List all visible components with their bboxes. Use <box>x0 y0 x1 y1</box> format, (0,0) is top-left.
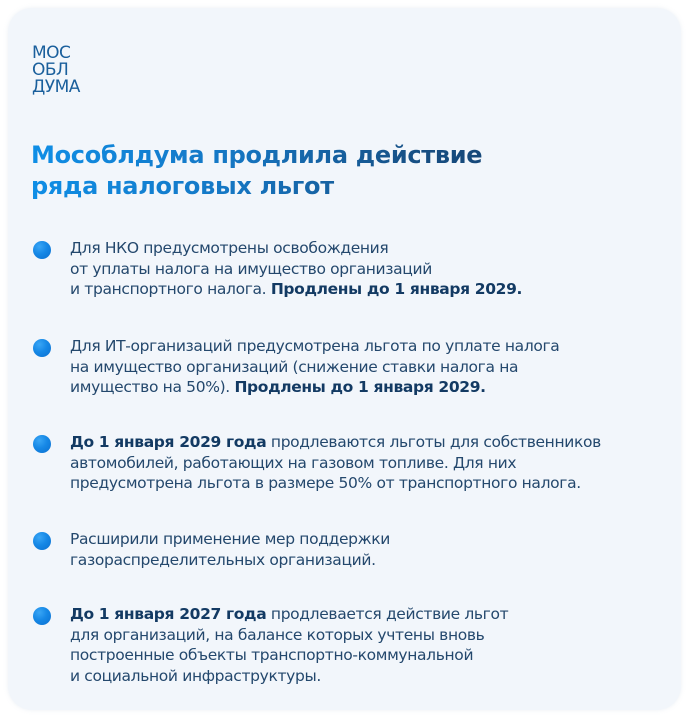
text-line: имущество на 50%). Продлены до 1 января 2029. <box>70 378 486 396</box>
logo-line: ДУМА <box>32 77 80 97</box>
title-line: ряда налоговых льгот <box>31 172 334 200</box>
text-line: До 1 января 2029 года продлеваются льготы для собственников <box>70 433 601 451</box>
text-line: от уплаты налога на имущество организаций <box>70 259 432 278</box>
logo-line: МОС <box>32 43 71 63</box>
list-item-text <box>70 604 508 686</box>
bullet-dot-icon <box>33 241 51 259</box>
text-line: Расширили применение мер поддержки <box>70 530 390 548</box>
bullet-dot-icon <box>33 607 51 625</box>
bullet-dot-icon <box>33 435 51 453</box>
deadline-highlight: До 1 января 2029 года <box>70 433 267 451</box>
list-item-text <box>70 432 601 494</box>
text-line: и транспортного налога. Продлены до 1 января 2029. <box>70 280 523 298</box>
list-item-text <box>70 336 559 398</box>
text-line: предусмотрена льгота в размере 50% от транспортного налога. <box>70 474 581 492</box>
text-line: и социальной инфраструктуры. <box>70 666 321 685</box>
text-line: на имущество организаций (снижение ставки налога на <box>70 357 519 376</box>
text-line: для организаций, на балансе которых учтены вновь <box>70 625 485 644</box>
title-line: Мособлдума продлила действие <box>31 141 483 169</box>
bullet-dot-icon <box>33 339 51 357</box>
text-line: Для ИТ-организаций предусмотрена льгота по уплате налога <box>70 337 560 355</box>
deadline-highlight: До 1 января 2027 года <box>70 605 267 623</box>
deadline-highlight: Продлены до 1 января 2029. <box>234 378 486 396</box>
logo-line: ОБЛ <box>32 60 69 80</box>
text-line: газораспределительных организаций. <box>70 550 376 569</box>
text-line: До 1 января 2027 года продлевается действие льгот <box>70 605 509 623</box>
text-line: Для НКО предусмотрены освобождения <box>70 239 389 257</box>
list-item-text <box>70 529 390 570</box>
deadline-highlight: Продлены до 1 января 2029. <box>270 280 523 298</box>
bullet-dot-icon <box>33 532 51 550</box>
text-line: построенные объекты транспортно-коммунальной <box>70 646 474 664</box>
text-line: автомобилей, работающих на газовом топливе. Для них <box>70 453 517 472</box>
list-item-text <box>70 238 522 300</box>
